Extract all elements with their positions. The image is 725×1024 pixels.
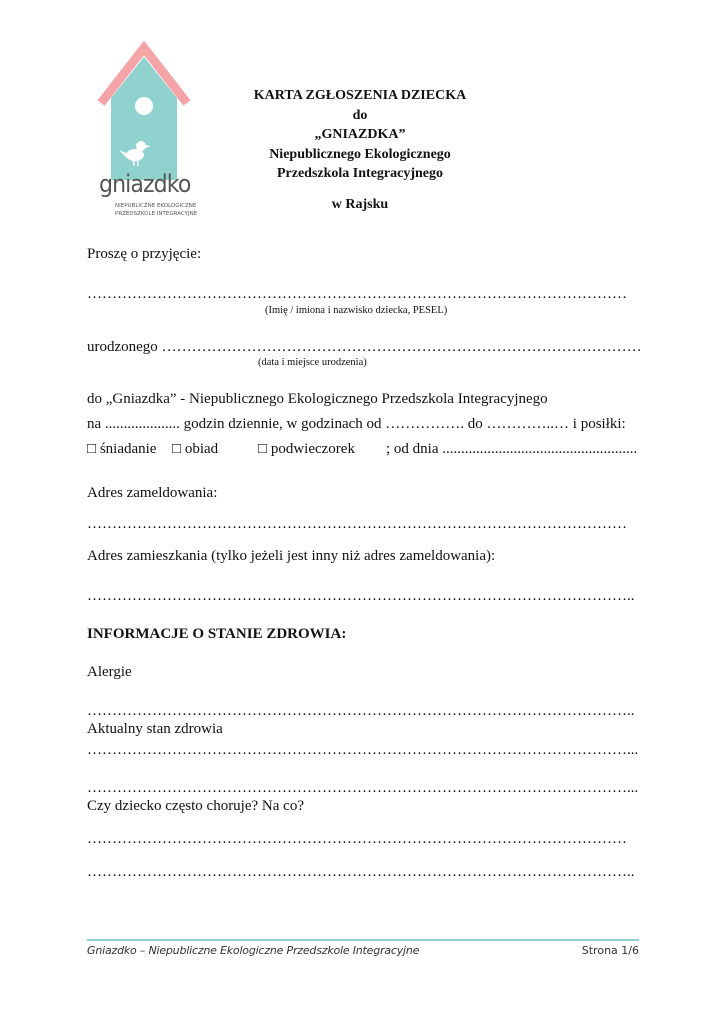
breakfast-label: śniadanie	[99, 441, 157, 457]
footer-page-indicator	[582, 944, 639, 957]
allergy-label: Alergie	[87, 664, 132, 680]
title-city: w Rajsku	[331, 196, 389, 212]
title-line-5: Przedszkola Integracyjnego	[276, 166, 444, 181]
lunch-checkbox[interactable]: □	[172, 441, 182, 457]
allergy-field[interactable]: ………………………………………………………………………………………………..	[87, 703, 635, 719]
footer-divider	[87, 939, 639, 941]
health-heading: INFORMACJE O STANIE ZDROWIA:	[87, 626, 347, 642]
lunch-option[interactable]	[172, 441, 218, 458]
born-label: urodzonego	[87, 339, 158, 355]
residence-address-label: Adres zamieszkania (tylko jeżeli jest inny niż adres zameldowania):	[87, 548, 496, 564]
logo-tagline-1: NIEPUBLICZNE EKOLOGICZNE	[115, 203, 197, 209]
snack-option[interactable]	[258, 441, 355, 458]
health-state-field-2[interactable]: ………………………………………………………………………………………………...	[87, 780, 639, 796]
residence-address-field[interactable]: ………………………………………………………………………………………………..	[87, 588, 635, 604]
hours-to-field[interactable]: …………..…	[486, 416, 570, 432]
hours-text-1: godzin dziennie, w godzinach od	[183, 416, 382, 432]
health-state-field-1[interactable]: ………………………………………………………………………………………………...	[87, 742, 639, 758]
kindergarten-line: do „Gniazdka” - Niepublicznego Ekologicznego Przedszkola Integracyjnego	[87, 391, 548, 407]
birth-field[interactable]: ……………………………………………………………………………………	[161, 339, 642, 355]
registered-address-field[interactable]: ………………………………………………………………………………………………	[87, 516, 627, 532]
snack-label: podwieczorek	[270, 441, 355, 457]
hours-row	[87, 416, 626, 433]
hours-text-3: i posiłki:	[572, 416, 626, 432]
title-line-3: „GNIAZDKA”	[314, 127, 406, 142]
child-name-field[interactable]: ………………………………………………………………………………………………	[87, 286, 627, 302]
document-title	[210, 86, 510, 214]
logo-tagline-2: PRZEDSZKOLE INTEGRACYJNE	[115, 211, 198, 217]
gniazdko-logo	[97, 40, 198, 225]
snack-checkbox[interactable]: □	[258, 441, 268, 457]
illness-field-2[interactable]: ………………………………………………………………………………………………..	[87, 864, 635, 880]
title-line-4: Niepublicznego Ekologicznego	[269, 146, 451, 162]
hours-prefix: na	[87, 416, 102, 432]
registered-address-label: Adres zameldowania:	[87, 485, 218, 501]
child-name-hint: (Imię / imiona i nazwisko dziecka, PESEL)	[265, 305, 448, 316]
birth-hint: (data i miejsce urodzenia)	[258, 357, 367, 368]
footer-page-number: 1/6	[621, 944, 639, 957]
footer-school-name: Gniazdko – Niepubliczne Ekologiczne Przedszkole Integracyjne	[87, 944, 420, 957]
hours-text-2: do	[467, 416, 483, 432]
birth-row	[87, 339, 642, 356]
lunch-label: obiad	[184, 441, 219, 457]
breakfast-checkbox[interactable]: □	[87, 441, 97, 457]
hours-count-field[interactable]: ....................	[104, 416, 180, 432]
logo-wordmark: gniazdko	[99, 170, 191, 198]
start-date-field[interactable]: ....................................................	[442, 441, 638, 457]
breakfast-option[interactable]	[87, 441, 156, 458]
illness-field-1[interactable]: ………………………………………………………………………………………………	[87, 831, 627, 847]
illness-label: Czy dziecko często choruje? Na co?	[87, 798, 304, 814]
footer-page-label: Strona	[581, 944, 618, 957]
start-date-row	[386, 441, 637, 458]
title-line-1: KARTA ZGŁOSZENIA DZIECKA	[253, 88, 467, 103]
health-state-label: Aktualny stan zdrowia	[87, 721, 223, 737]
request-label: Proszę o przyjęcie:	[87, 246, 202, 262]
title-line-2: do	[352, 107, 368, 123]
start-date-label: ; od dnia	[386, 441, 439, 457]
hours-from-field[interactable]: …………….	[385, 416, 465, 432]
